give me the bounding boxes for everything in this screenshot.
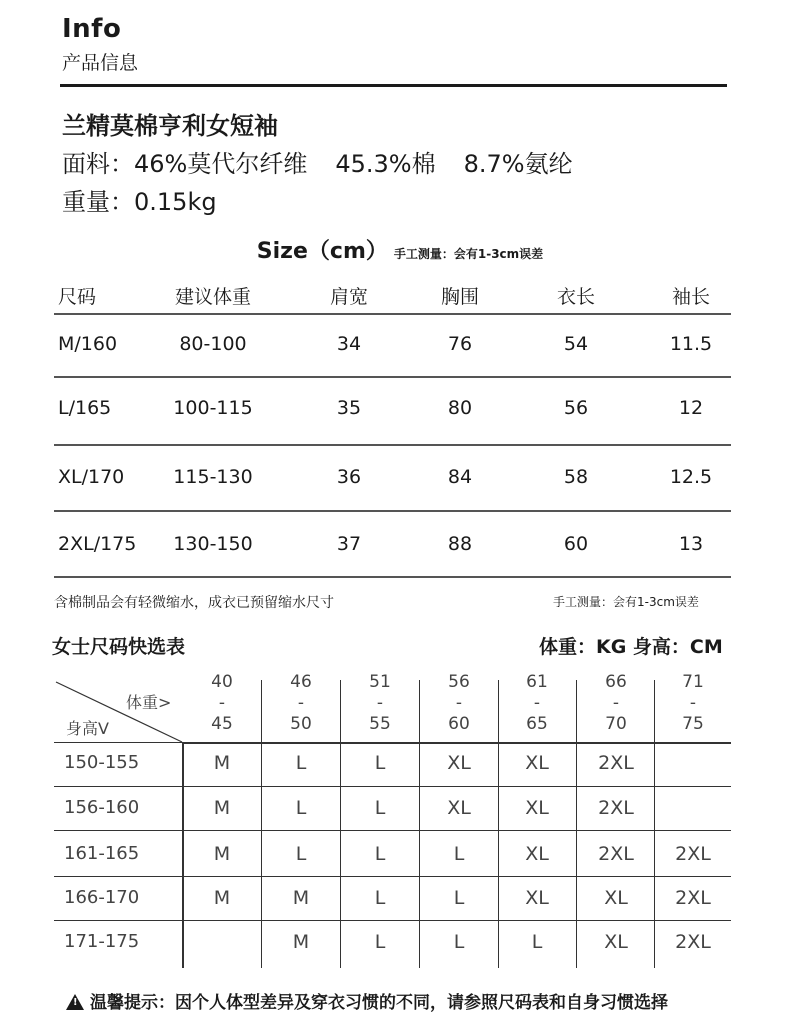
quick-column-divider [340, 680, 341, 968]
size-cell: XL/170 [58, 466, 125, 488]
quick-row-divider [54, 742, 182, 743]
fabric-cotton: 45.3%棉 [335, 150, 436, 178]
quick-row-divider [54, 786, 731, 787]
size-row-divider [54, 576, 731, 578]
size-cell: 88 [447, 533, 473, 555]
size-cell: 34 [336, 333, 362, 355]
size-cell: L/165 [58, 397, 112, 419]
weight-range-to: 45 [211, 714, 233, 734]
height-range-label: 171-175 [64, 931, 140, 952]
size-cell: 115-130 [173, 466, 253, 488]
size-cell: 35 [336, 397, 362, 419]
size-row-divider [54, 444, 731, 446]
size-recommendation-cell: XL [525, 797, 549, 819]
size-row-divider [54, 313, 731, 315]
quick-column-divider [182, 742, 184, 968]
size-recommendation-cell: L [295, 752, 307, 774]
weight-range-from: 56 [448, 672, 470, 692]
quick-column-divider [576, 680, 577, 968]
size-cell: 12.5 [669, 466, 713, 488]
measure-footnote: 手工测量：会有1-3cm误差 [553, 595, 699, 609]
weight-range-header [517, 672, 557, 735]
weight-range-from: 66 [605, 672, 627, 692]
weight-range-sep: - [689, 693, 697, 713]
size-row-divider [54, 510, 731, 512]
info-subtitle: 产品信息 [62, 52, 139, 74]
size-cell: 130-150 [173, 533, 253, 555]
size-cell: 80 [447, 397, 473, 419]
fabric-label: 面料： [62, 150, 134, 178]
size-row-divider [54, 376, 731, 378]
size-recommendation-cell: L [295, 797, 307, 819]
weight-range-sep: - [218, 693, 226, 713]
weight-range-from: 40 [211, 672, 233, 692]
quick-column-divider [419, 680, 420, 968]
quick-row-divider [54, 920, 731, 921]
quick-column-divider [261, 680, 262, 968]
weight-range-to: 65 [526, 714, 548, 734]
size-recommendation-cell: M [213, 752, 231, 774]
height-range-label: 150-155 [64, 752, 140, 773]
height-range-label: 161-165 [64, 843, 140, 864]
weight-range-from: 71 [682, 672, 704, 692]
size-cell: M/160 [58, 333, 118, 355]
weight-range-sep: - [533, 693, 541, 713]
size-recommendation-cell: L [374, 752, 386, 774]
size-header-cell: 肩宽 [329, 286, 369, 308]
size-recommendation-cell: L [453, 931, 465, 953]
corner-weight-label: 体重> [126, 693, 172, 712]
size-recommendation-cell: 2XL [675, 887, 711, 909]
tip-text: 温馨提示：因个人体型差异及穿衣习惯的不同，请参照尺码表和自身习惯选择 [90, 993, 668, 1013]
size-recommendation-cell: M [292, 931, 310, 953]
size-recommendation-cell: XL [604, 887, 628, 909]
weight-range-header [596, 672, 636, 735]
size-cell: 11.5 [669, 333, 713, 355]
size-recommendation-cell: 2XL [675, 843, 711, 865]
corner-height-label: 身高V [66, 719, 109, 738]
weight-range-header [439, 672, 479, 735]
size-recommendation-cell: L [531, 931, 543, 953]
size-cell: 37 [336, 533, 362, 555]
quick-chart-title: 女士尺码快选表 [52, 636, 186, 658]
weight-range-header [202, 672, 242, 735]
size-recommendation-cell: M [213, 887, 231, 909]
weight-range-to: 50 [290, 714, 312, 734]
weight-range-header [360, 672, 400, 735]
fabric-line [62, 144, 601, 179]
quick-row-divider [182, 742, 731, 744]
size-recommendation-cell: L [453, 843, 465, 865]
height-range-label: 156-160 [64, 797, 140, 818]
size-recommendation-cell: XL [525, 887, 549, 909]
weight-range-to: 55 [369, 714, 391, 734]
size-recommendation-cell: L [374, 843, 386, 865]
size-recommendation-cell: XL [525, 843, 549, 865]
weight-range-to: 70 [605, 714, 627, 734]
size-header-cell: 衣长 [556, 286, 596, 308]
weight-range-sep: - [376, 693, 384, 713]
quick-column-divider [498, 680, 499, 968]
size-recommendation-cell: M [213, 797, 231, 819]
size-cell: 13 [678, 533, 704, 555]
size-cell: 54 [563, 333, 589, 355]
size-recommendation-cell: L [374, 931, 386, 953]
weight-range-from: 61 [526, 672, 548, 692]
quick-column-divider [654, 680, 655, 968]
size-recommendation-cell: XL [604, 931, 628, 953]
size-header-cell: 尺码 [58, 286, 97, 308]
size-cell: 12 [678, 397, 704, 419]
size-recommendation-cell: XL [447, 797, 471, 819]
size-chart-note: 手工测量：会有1-3cm误差 [393, 247, 544, 261]
size-cell: 76 [447, 333, 473, 355]
size-recommendation-cell: XL [525, 752, 549, 774]
weight-range-to: 75 [682, 714, 704, 734]
size-recommendation-cell: M [292, 887, 310, 909]
weight-line [62, 182, 217, 217]
size-cell: 60 [563, 533, 589, 555]
weight-range-from: 46 [290, 672, 312, 692]
size-recommendation-cell: M [213, 843, 231, 865]
product-name: 兰精莫棉亨利女短袖 [62, 112, 278, 140]
weight-range-sep: - [455, 693, 463, 713]
size-chart-heading [0, 234, 800, 265]
size-cell: 56 [563, 397, 589, 419]
weight-range-sep: - [297, 693, 305, 713]
quick-chart-units: 体重：KG 身高：CM [539, 636, 723, 658]
size-recommendation-cell: L [374, 887, 386, 909]
info-title: Info [62, 14, 122, 44]
weight-range-sep: - [612, 693, 620, 713]
size-cell: 58 [563, 466, 589, 488]
weight-value: 0.15kg [134, 188, 217, 216]
size-header-cell: 袖长 [671, 286, 711, 308]
shrink-footnote: 含棉制品会有轻微缩水，成衣已预留缩水尺寸 [54, 595, 334, 611]
size-cell: 36 [336, 466, 362, 488]
quick-row-divider [54, 876, 731, 877]
tip-line [66, 988, 668, 1013]
size-recommendation-cell: 2XL [598, 797, 634, 819]
weight-range-from: 51 [369, 672, 391, 692]
weight-range-to: 60 [448, 714, 470, 734]
header-divider [60, 84, 727, 87]
warning-icon [66, 994, 84, 1010]
size-cell: 100-115 [173, 397, 253, 419]
size-cell: 80-100 [179, 333, 247, 355]
fabric-spandex: 8.7%氨纶 [463, 150, 573, 178]
size-recommendation-cell: 2XL [598, 752, 634, 774]
weight-label: 重量： [62, 188, 134, 216]
quick-row-divider [54, 830, 731, 831]
size-header-cell: 建议体重 [174, 286, 252, 308]
size-recommendation-cell: 2XL [598, 843, 634, 865]
weight-range-header [281, 672, 321, 735]
size-recommendation-cell: 2XL [675, 931, 711, 953]
size-cell: 2XL/175 [58, 533, 137, 555]
size-chart-title: Size（cm） [256, 239, 388, 264]
size-header-cell: 胸围 [440, 286, 480, 308]
size-recommendation-cell: XL [447, 752, 471, 774]
size-cell: 84 [447, 466, 473, 488]
size-recommendation-cell: L [295, 843, 307, 865]
size-recommendation-cell: L [374, 797, 386, 819]
height-range-label: 166-170 [64, 887, 140, 908]
weight-range-header [673, 672, 713, 735]
size-recommendation-cell: L [453, 887, 465, 909]
fabric-modal: 46%莫代尔纤维 [134, 150, 308, 178]
